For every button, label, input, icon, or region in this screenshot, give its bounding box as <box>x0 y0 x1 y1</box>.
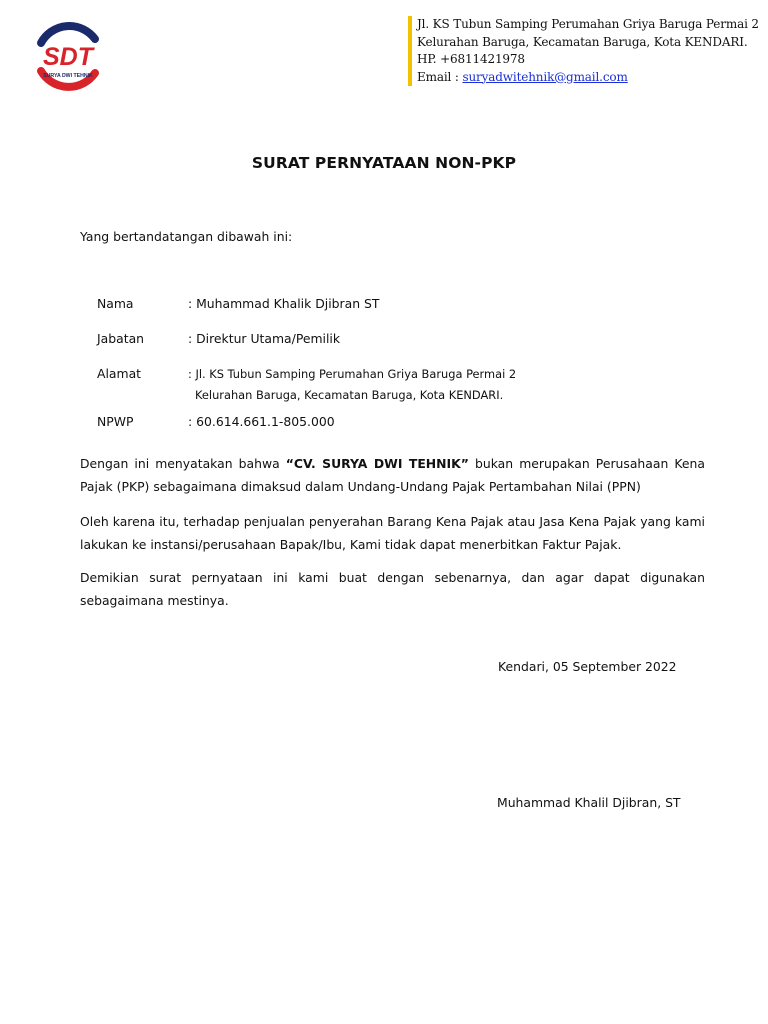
signer-name: Muhammad Khalil Djibran, ST <box>497 795 681 810</box>
intro-text: Yang bertandatangan dibawah ini: <box>80 229 293 244</box>
alamat-line2: Kelurahan Baruga, Kecamatan Baruga, Kota KENDARI. <box>195 388 504 402</box>
contact-email-row <box>417 69 768 87</box>
contact-phone: HP. +6811421978 <box>417 52 525 66</box>
place-date: Kendari, 05 September 2022 <box>498 659 677 674</box>
company-logo <box>29 17 107 95</box>
contact-address-line1: Jl. KS Tubun Samping Perumahan Griya Baruga Permai 2 <box>417 17 759 31</box>
field-value-jabatan: : Direktur Utama/Pemilik <box>188 331 341 346</box>
closing-paragraph: Demikian surat pernyataan ini kami buat dengan sebenarnya, dan agar dapat digunakan sebagaimana mestinya. <box>80 570 705 608</box>
contact-address-line2: Kelurahan Baruga, Kecamatan Baruga, Kota KENDARI. <box>417 34 748 49</box>
field-value-alamat <box>188 364 516 406</box>
field-label-npwp: NPWP <box>97 414 134 429</box>
field-value-nama: : Muhammad Khalik Djibran ST <box>188 296 380 311</box>
contact-block <box>408 16 768 86</box>
document-title: SURAT PERNYATAAN NON-PKP <box>251 154 517 172</box>
field-label-alamat: Alamat <box>97 366 142 381</box>
sdt-logo-graphic <box>29 17 107 95</box>
consequence-paragraph: Oleh karena itu, terhadap penjualan penyerahan Barang Kena Pajak atau Jasa Kena Pajak yang kami lakukan ke instansi/perusahaan Bapak/Ibu, Kami tidak dapat menerbitkan Faktur Pajak. <box>80 514 705 552</box>
email-label: Email : <box>417 69 463 84</box>
statement-after: bukan merupakan Perusahaan Kena Pajak (PKP) sebagaimana dimaksud dalam Undang-Undang Pajak Pertambahan Nilai (PPN) <box>80 456 705 494</box>
alamat-line1: : Jl. KS Tubun Samping Perumahan Griya Baruga Permai 2 <box>188 367 517 381</box>
field-label-jabatan: Jabatan <box>97 331 145 346</box>
statement-paragraph <box>80 452 705 498</box>
company-name: “CV. SURYA DWI TEHNIK” <box>285 456 469 471</box>
field-label-nama: Nama <box>97 296 134 311</box>
statement-before: Dengan ini menyatakan bahwa <box>80 456 286 471</box>
logo-text: SDT <box>43 43 93 71</box>
logo-subtitle: SURYA DWI TEHNIK <box>43 73 93 79</box>
field-value-npwp: : 60.614.661.1-805.000 <box>188 414 335 429</box>
email-link[interactable]: suryadwitehnik@gmail.com <box>462 69 628 84</box>
